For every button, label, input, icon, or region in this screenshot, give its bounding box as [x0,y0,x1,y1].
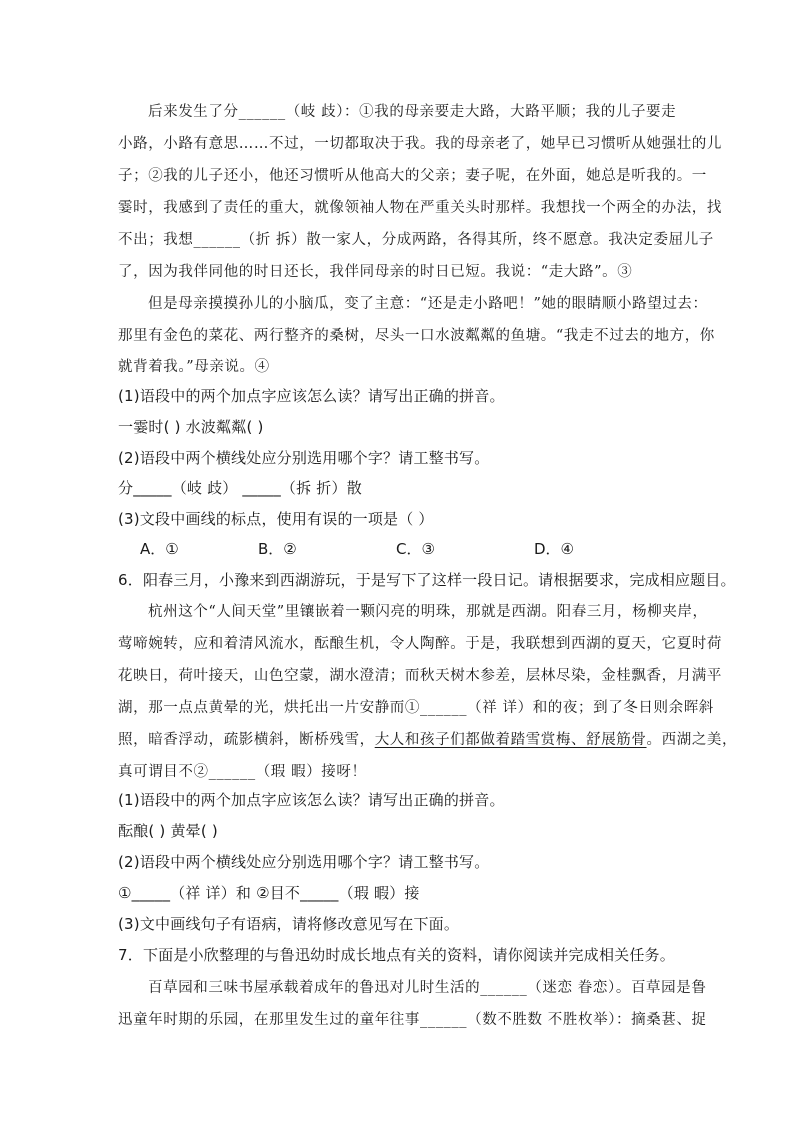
q5-sub1: (1)语段中的两个加点字应该怎么读？请写出正确的拼音。 [118,387,505,405]
passage5-line-8: 那里有金色的菜花、两行整齐的桑树，尽头一口水波粼粼的鱼塘。“我走不过去的地方，你 [118,328,715,344]
q6-line5-part1: 照，暗香浮动，疏影横斜，断桥残雪， [118,732,375,748]
q7-passage-line-2: 迅童年时期的乐园，在那里发生过的童年往事______（数不胜数 不胜枚举）：摘桑葚、捉 [118,1012,707,1028]
q6-passage-line-4: 湖，那一点点黄晕的光，烘托出一片安静而①______（祥 详）和的夜；到了冬日则余晖斜 [118,700,714,716]
passage5-line-4: 霎时，我感到了责任的重大，就像领袖人物在严重关头时那样。我想找一个两全的办法，找 [118,200,722,216]
q6-stem: 6．阳春三月，小豫来到西湖游玩，于是写下了这样一段日记。请根据要求，完成相应题目。 [118,571,736,589]
choice-a[interactable]: A．① [140,540,179,558]
q7-passage-line-1: 百草园和三味书屋承载着成年的鲁迅对儿时生活的______（迷恋 眷恋）。百草园是鲁 [148,980,707,996]
q6-sub2: (2)语段中两个横线处应分别选用哪个字？请工整书写。 [118,853,490,871]
passage5-line-2: 小路，小路有意思……不过，一切都取决于我。我的母亲老了，她早已习惯听从她强壮的儿 [118,136,722,152]
q7-stem: 7．下面是小欣整理的与鲁迅幼时成长地点有关的资料，请你阅读并完成相关任务。 [118,946,675,964]
q6-passage-line-1: 杭州这个“人间天堂”里镶嵌着一颗闪亮的明珠，那就是西湖。阳春三月，杨柳夹岸， [148,604,708,620]
passage5-line-3: 子；②我的儿子还小，他还习惯听从他高大的父亲；妻子呢，在外面，她总是听我的。一 [118,168,707,184]
choice-b[interactable]: B．② [258,540,297,558]
q5-sub1-answer-line[interactable]: 一霎时( ) 水波粼粼( ) [118,418,264,436]
passage5-line-7: 但是母亲摸摸孙儿的小脑瓜，变了主意：“还是走小路吧！”她的眼睛顺小路望过去： [148,296,708,312]
q5-sub2: (2)语段中两个横线处应分别选用哪个字？请工整书写。 [118,449,490,467]
q5-sub2-answer-line[interactable]: 分_____（岐 歧） _____（拆 折）散 [118,479,362,497]
choice-c[interactable]: C．③ [396,540,435,558]
q6-passage-line-6: 真可谓目不②______（瑕 暇）接呀！ [118,764,367,780]
passage5-line-1: 后来发生了分______（岐 歧）：①我的母亲要走大路，大路平顺；我的儿子要走 [148,104,677,120]
q6-passage-line-2: 莺啼婉转，应和着清风流水，酝酿生机，令人陶醉。于是，我联想到西湖的夏天，它夏时荷 [118,636,722,652]
q5-sub3: (3)文段中画线的标点，使用有误的一项是（ ） [118,510,434,528]
passage5-line-9: 就背着我。”母亲说。④ [118,359,270,375]
choice-d[interactable]: D．④ [534,540,574,558]
q6-underlined-sentence: 大人和孩子们都做着踏雪赏梅、舒展筋骨 [374,732,647,748]
q6-passage-line-3: 花映日，荷叶接天，山色空蒙，湖水澄清；而秋天树木参差，层林尽染，金桂飘香，月满平 [118,668,722,684]
q6-sub1: (1)语段中的两个加点字应该怎么读？请写出正确的拼音。 [118,791,505,809]
q6-line5-part3: 。西湖之美， [646,732,738,748]
q6-passage-line-5 [118,730,737,750]
passage5-line-5: 不出；我想______（折 拆）散一家人，分成两路，各得其所，终不愿意。我决定委屈儿子 [118,232,714,248]
q6-sub3: (3)文中画线句子有语病，请将修改意见写在下面。 [118,915,460,933]
q6-sub1-answer-line[interactable]: 酝酿( ) 黄晕( ) [118,822,218,840]
q6-sub2-answer-line[interactable]: ①_____（祥 详）和 ②目不_____（瑕 暇）接 [118,884,420,902]
q5-choices [0,538,794,560]
passage5-line-6: 了，因为我伴同他的时日还长，我伴同母亲的时日已短。我说：“走大路”。③ [118,264,633,280]
